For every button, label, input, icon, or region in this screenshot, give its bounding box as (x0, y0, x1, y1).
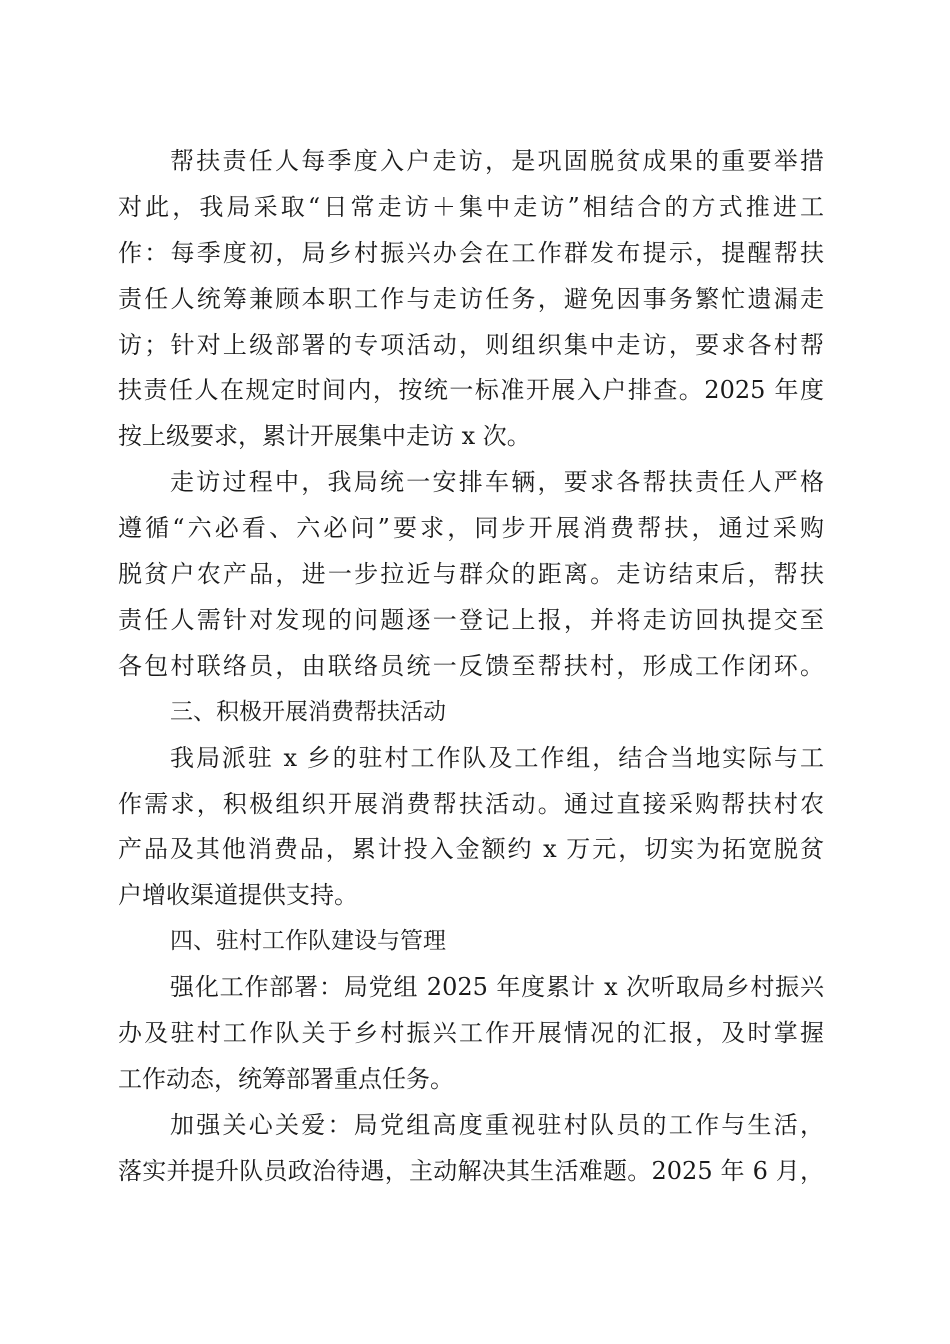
paragraph-1-line-6: 扶责任人在规定时间内，按统一标准开展入户排查。2025 年度 (118, 376, 824, 404)
paragraph-2-line-2: 遵循“六必看、六必问”要求，同步开展消费帮扶，通过采购 (118, 514, 824, 542)
paragraph-1-line-4: 责任人统筹兼顾本职工作与走访任务，避免因事务繁忙遗漏走 (118, 285, 824, 313)
paragraph-3-line-1: 我局派驻 x 乡的驻村工作队及工作组，结合当地实际与工 (170, 744, 824, 772)
paragraph-1-line-3: 作：每季度初，局乡村振兴办会在工作群发布提示，提醒帮扶 (118, 239, 824, 267)
paragraph-4-line-1: 强化工作部署：局党组 2025 年度累计 x 次听取局乡村振兴 (170, 973, 824, 1001)
paragraph-3-line-2: 作需求，积极组织开展消费帮扶活动。通过直接采购帮扶村农 (118, 790, 824, 818)
paragraph-5-line-2: 落实并提升队员政治待遇，主动解决其生活难题。2025 年 6 月， (118, 1157, 824, 1185)
paragraph-3-line-4: 户增收渠道提供支持。 (118, 881, 358, 909)
paragraph-2-line-5: 各包村联络员，由联络员统一反馈至帮扶村，形成工作闭环。 (118, 652, 824, 680)
paragraph-2-line-4: 责任人需针对发现的问题逐一登记上报，并将走访回执提交至 (118, 606, 824, 634)
paragraph-1-line-2: 对此，我局采取“日常走访＋集中走访”相结合的方式推进工 (118, 193, 824, 221)
paragraph-1-line-7: 按上级要求，累计开展集中走访 x 次。 (118, 422, 531, 450)
paragraph-5-line-1: 加强关心关爱：局党组高度重视驻村队员的工作与生活， (170, 1111, 824, 1139)
section-heading-3: 三、积极开展消费帮扶活动 (170, 699, 446, 725)
paragraph-4-line-3: 工作动态，统筹部署重点任务。 (118, 1065, 454, 1093)
paragraph-2-line-1: 走访过程中，我局统一安排车辆，要求各帮扶责任人严格 (170, 468, 824, 496)
paragraph-3-line-3: 产品及其他消费品，累计投入金额约 x 万元，切实为拓宽脱贫 (118, 835, 824, 863)
paragraph-4-line-2: 办及驻村工作队关于乡村振兴工作开展情况的汇报，及时掌握 (118, 1019, 824, 1047)
paragraph-1-line-1: 帮扶责任人每季度入户走访，是巩固脱贫成果的重要举措 (170, 147, 824, 175)
section-heading-4: 四、驻村工作队建设与管理 (170, 928, 446, 954)
paragraph-1-line-5: 访；针对上级部署的专项活动，则组织集中走访，要求各村帮 (118, 331, 824, 359)
paragraph-2-line-3: 脱贫户农产品，进一步拉近与群众的距离。走访结束后，帮扶 (118, 560, 824, 588)
